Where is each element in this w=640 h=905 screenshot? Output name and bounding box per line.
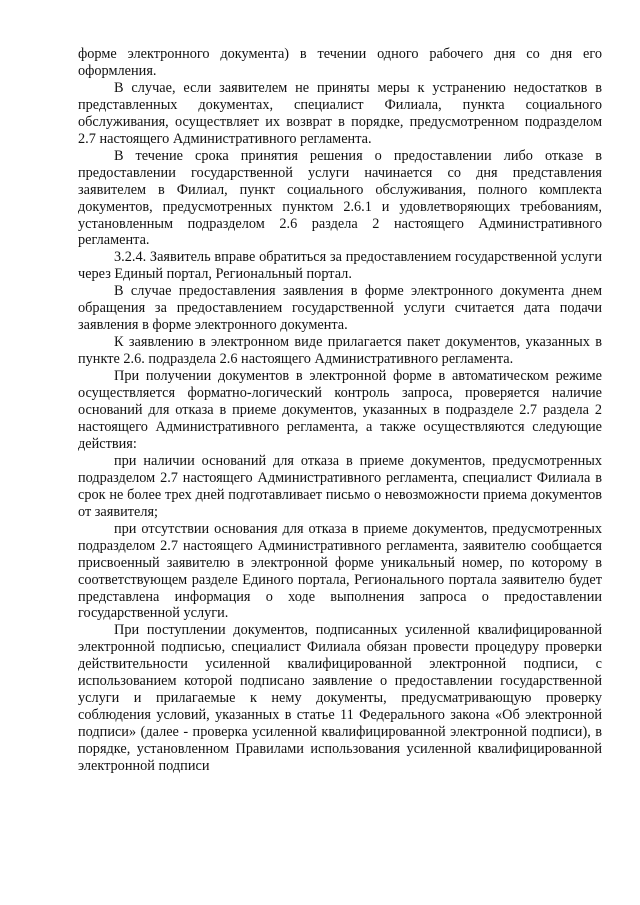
paragraph-no-refusal-grounds: при отсутствии основания для отказа в приеме документов, предусмотренных подразделом 2.7 настоящего Административного регламента, заявителю сообщается присвоенный заявителю в электронной форме уникальный номер, по которому в соответствующем разделе Единого портала, Регионального портала заявителю будет представлена информация о ходе выполнения запроса о предоставлении государственной услуги. — [78, 520, 602, 622]
paragraph-document-package: К заявлению в электронном виде прилагается пакет документов, указанных в пункте 2.6. подраздела 2.6 настоящего Административного регламента. — [78, 334, 602, 368]
document-page — [78, 46, 602, 775]
paragraph-decision-term: В течение срока принятия решения о предоставлении либо отказе в предоставлении государственной услуги начинается со дня представления заявителем в Филиал, пункт социального обслуживания, полного комплекта документов, предусмотренных пунктом 2.6.1 и удовлетворяющих требованиям, установленным подразделом 2.6 раздела 2 настоящего Административного регламента. — [78, 147, 602, 249]
paragraph-refusal-grounds: при наличии оснований для отказа в приеме документов, предусмотренных подразделом 2.7 настоящего Административного регламента, специалист Филиала в срок не более трех дней подготавливает письмо о невозможности приема документов от заявителя; — [78, 452, 602, 520]
paragraph-return-documents: В случае, если заявителем не приняты меры к устранению недостатков в представленных документах, специалист Филиала, пункта социального обслуживания, осуществляет их возврат в порядке, предусмотренном подразделом 2.7 настоящего Административного регламента. — [78, 79, 602, 147]
paragraph-electronic-application-date: В случае предоставления заявления в форме электронного документа днем обращения за предоставлением государственной услуги считается дата подачи заявления в форме электронного документа. — [78, 283, 602, 334]
paragraph-3-2-4: 3.2.4. Заявитель вправе обратиться за предоставлением государственной услуги через Единый портал, Региональный портал. — [78, 249, 602, 283]
paragraph-continuation: форме электронного документа) в течении одного рабочего дня со дня его оформления. — [78, 46, 602, 79]
paragraph-signature-verification: При поступлении документов, подписанных усиленной квалифицированной электронной подписью, специалист Филиала обязан провести процедуру проверки действительности усиленной квалифицированной электронной подписи, с использованием которой подписано заявление о предоставлении государственной услуги и прилагаемые к нему документы, предусматривающую проверку соблюдения условий, указанных в статье 11 Федерального закона «Об электронной подписи» (далее - проверка усиленной квалифицированной электронной подписи), в порядке, установленном Правилами использования усиленной квалифицированной электронной подписи — [78, 622, 602, 775]
paragraph-format-logic-control: При получении документов в электронной форме в автоматическом режиме осуществляется форматно-логический контроль запроса, проверяется наличие оснований для отказа в приеме документов, указанных в подразделе 2.7 раздела 2 настоящего Административного регламента, а также осуществляются следующие действия: — [78, 368, 602, 452]
